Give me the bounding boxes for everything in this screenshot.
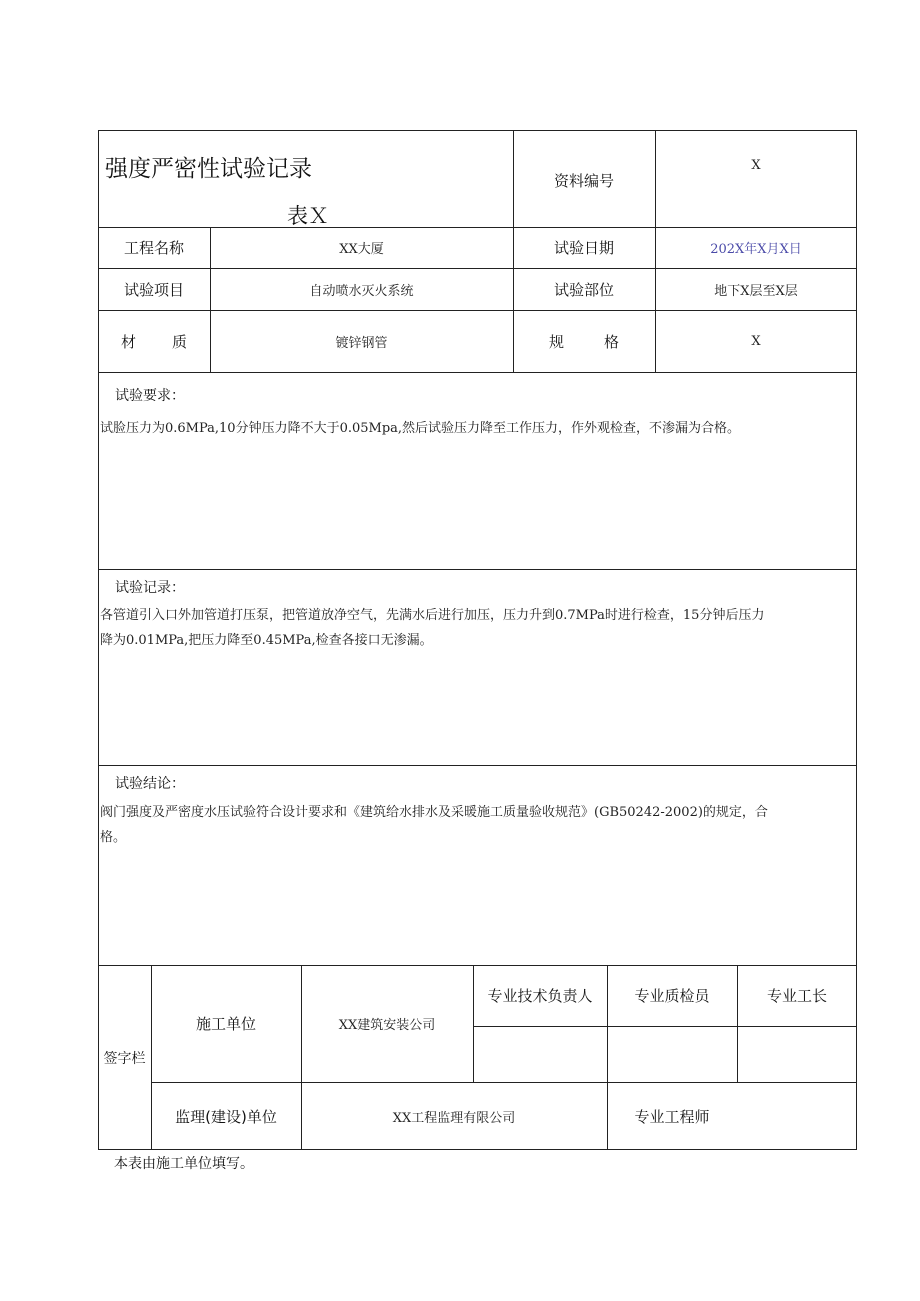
spec-value: X [751,333,761,349]
test-item-value: 自动喷水灭火系统 [309,283,414,299]
project-name-label: 工程名称 [123,239,184,257]
spec-label-char: 规 [548,332,564,351]
material-label-char: 质 [172,332,188,351]
row-divider [98,372,857,373]
test-date-label: 试验日期 [553,239,614,257]
test-item-label: 试验项目 [123,280,184,299]
record-text-line-2: 降为0.01MPa,把压力降至0.45MPa,检查各接口无渗漏。 [100,633,433,648]
project-name-value: XX大厦 [339,242,384,257]
material-value: 镀锌钢管 [335,335,388,351]
tech-lead-label: 专业技术负责人 [487,987,593,1005]
doc-no-value: X [751,157,761,173]
qc-label: 专业质检员 [634,987,710,1005]
test-location-value: 地下X层至X层 [714,283,798,299]
engineer-signature-cell[interactable] [737,1082,857,1150]
supervision-unit-value: XX工程监理有限公司 [392,1110,516,1126]
row-divider [98,569,857,570]
conclusion-text-line-1: 阀门强度及严密度水压试验符合设计要求和《建筑给水排水及采暖施工质量验收规范》(GB50242-2002)的规定，合 [100,805,768,820]
table-number: 表Ｘ [287,204,329,228]
foreman-label: 专业工长 [766,987,827,1005]
conclusion-heading: 试验结论： [115,776,185,792]
record-heading: 试验记录： [115,580,185,596]
conclusion-text-line-2: 格。 [100,830,127,845]
doc-no-label: 资料编号 [553,171,614,190]
requirements-text: 试脸压力为0.6MPa,10分钟压力降不大于0.05Mpa,然后试验压力降至工作压力，作外观检查，不渗漏为合格。 [100,421,741,436]
construction-unit-label: 施工单位 [195,1015,256,1033]
engineer-label: 专业工程师 [634,1107,710,1126]
row-divider [98,765,857,766]
tech-lead-signature-cell[interactable] [473,1026,607,1082]
test-location-label: 试验部位 [553,280,614,299]
footnote: 本表由施工单位填写。 [114,1156,254,1172]
construction-unit-value: XX建筑安装公司 [338,1018,436,1033]
material-label-char: 材 [120,332,136,351]
record-text-line-1: 各管道引入口外加管道打压泵，把管道放净空气，先满水后进行加压，压力升到0.7MPa时进行检查，15分钟后压力 [100,608,765,623]
test-date-value: 202X年X月X日 [710,242,802,257]
qc-signature-cell[interactable] [607,1026,737,1082]
signature-column-label: 签字栏 [103,1050,146,1067]
spec-label-char: 格 [604,332,620,351]
supervision-unit-label: 监理(建设)单位 [175,1107,277,1126]
spec-label [513,310,655,372]
material-label [98,310,210,372]
requirements-heading: 试验要求： [115,388,185,404]
form-title: 强度严密性试验记录 [105,156,312,182]
foreman-signature-cell[interactable] [737,1026,857,1082]
